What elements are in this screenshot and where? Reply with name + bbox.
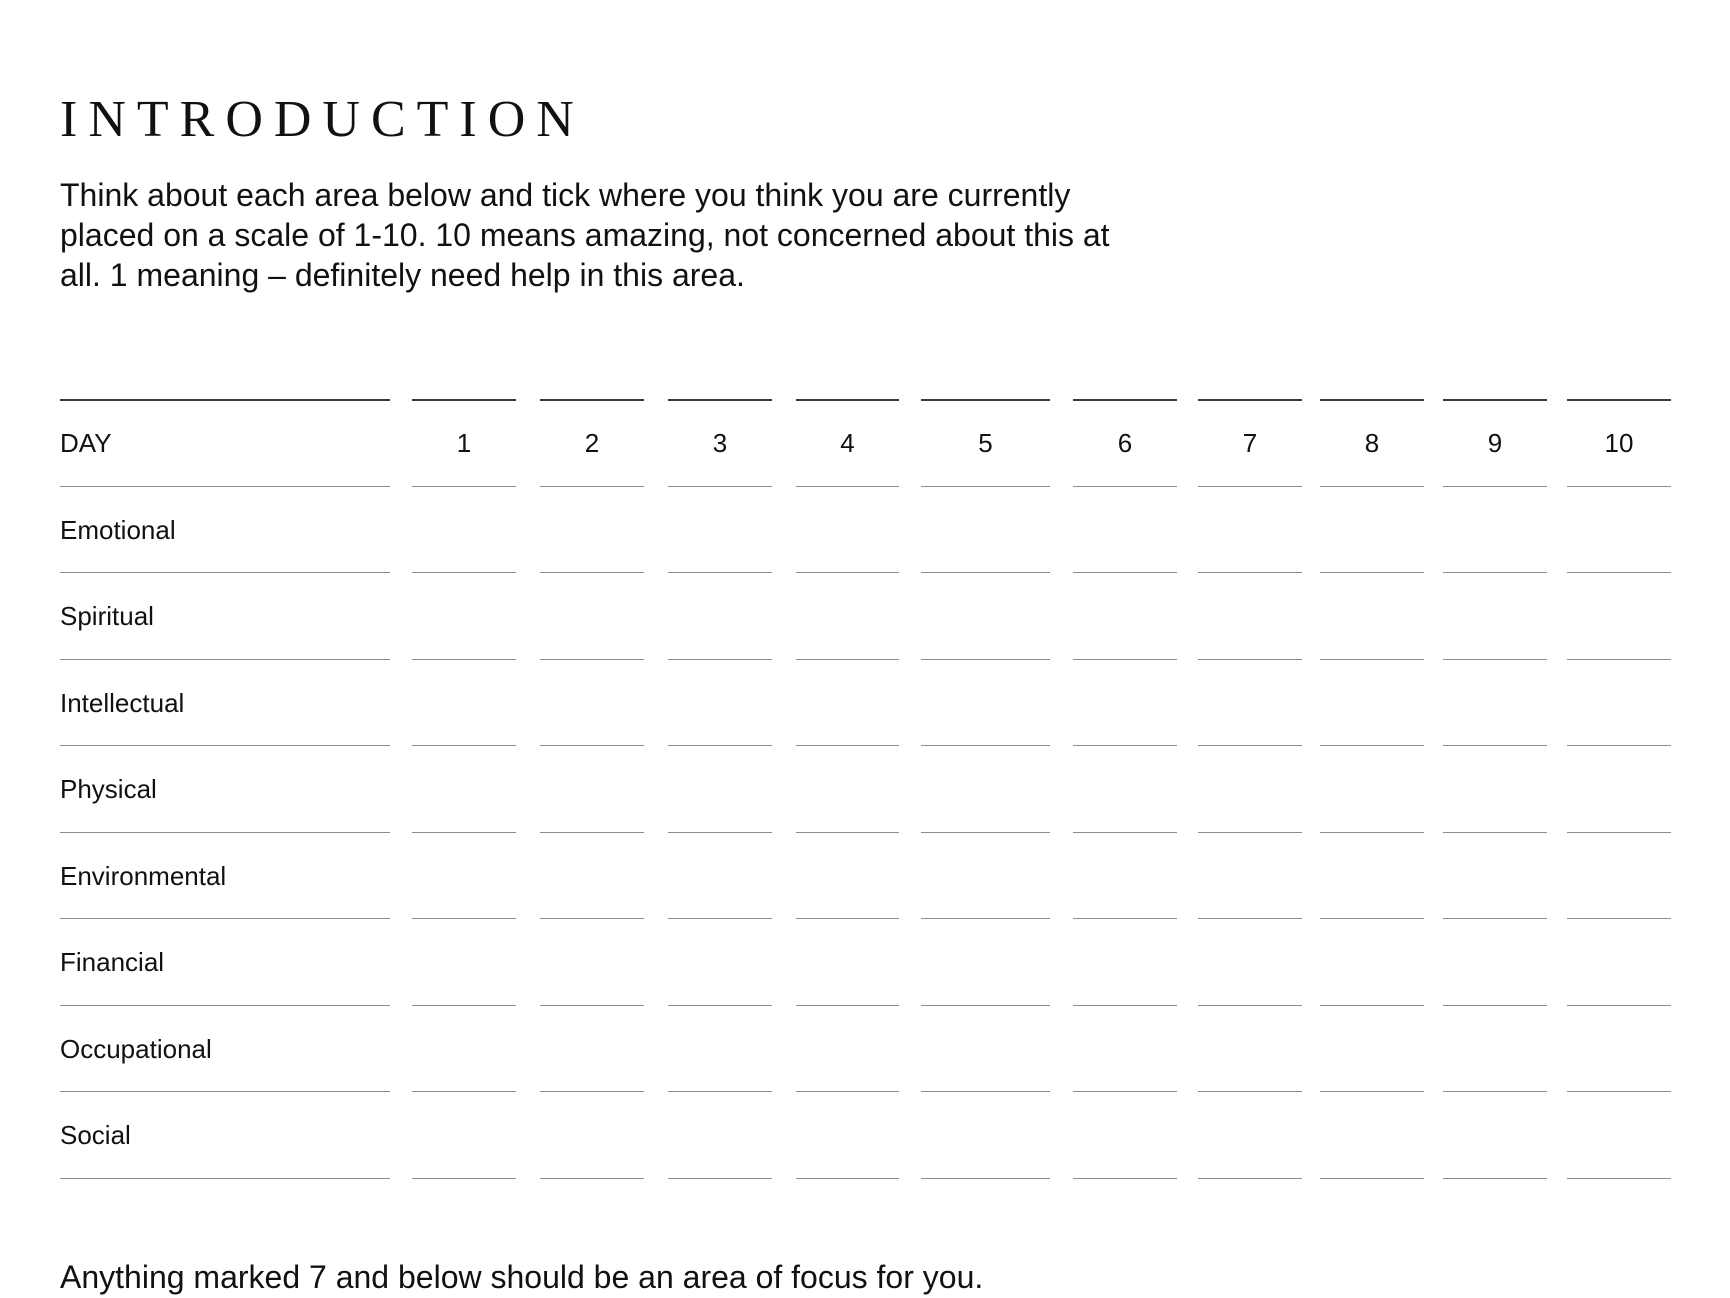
row-label-intellectual: Intellectual [60, 687, 185, 718]
tick-cell-physical-2[interactable] [540, 746, 644, 830]
tick-cell-social-9[interactable] [1443, 1092, 1547, 1176]
tick-cell-occupational-5[interactable] [921, 1006, 1050, 1090]
tick-cell-intellectual-9[interactable] [1443, 660, 1547, 744]
tick-cell-intellectual-3[interactable] [668, 660, 772, 744]
tick-cell-spiritual-5[interactable] [921, 573, 1050, 657]
tick-cell-occupational-3[interactable] [668, 1006, 772, 1090]
tick-cell-physical-8[interactable] [1320, 746, 1424, 830]
row-divider [540, 1178, 644, 1179]
row-label-emotional: Emotional [60, 514, 176, 545]
tick-cell-financial-3[interactable] [668, 919, 772, 1003]
tick-cell-environmental-3[interactable] [668, 833, 772, 917]
row-divider [1443, 1178, 1547, 1179]
scale-header-5: 5 [978, 427, 993, 458]
tick-cell-spiritual-3[interactable] [668, 573, 772, 657]
row-divider [1320, 1178, 1424, 1179]
tick-cell-spiritual-1[interactable] [412, 573, 516, 657]
scale-header-7: 7 [1242, 427, 1258, 458]
tick-cell-environmental-1[interactable] [412, 833, 516, 917]
page-title: INTRODUCTION [60, 91, 585, 148]
tick-cell-intellectual-2[interactable] [540, 660, 644, 744]
tick-cell-financial-7[interactable] [1198, 919, 1302, 1003]
tick-cell-social-6[interactable] [1073, 1092, 1177, 1176]
tick-cell-spiritual-10[interactable] [1567, 573, 1671, 657]
tick-cell-intellectual-6[interactable] [1073, 660, 1177, 744]
tick-cell-social-2[interactable] [540, 1092, 644, 1176]
tick-cell-emotional-10[interactable] [1567, 487, 1671, 571]
tick-cell-physical-7[interactable] [1198, 746, 1302, 830]
tick-cell-social-3[interactable] [668, 1092, 772, 1176]
tick-cell-spiritual-2[interactable] [540, 573, 644, 657]
scale-header-1: 1 [456, 427, 472, 458]
tick-cell-physical-4[interactable] [796, 746, 899, 830]
tick-cell-social-10[interactable] [1567, 1092, 1671, 1176]
tick-cell-social-4[interactable] [796, 1092, 899, 1176]
footer-note: Anything marked 7 and below should be an area of focus for you. [60, 1259, 984, 1295]
tick-cell-environmental-8[interactable] [1320, 833, 1424, 917]
tick-cell-emotional-3[interactable] [668, 487, 772, 571]
tick-cell-environmental-2[interactable] [540, 833, 644, 917]
tick-cell-financial-10[interactable] [1567, 919, 1671, 1003]
row-label-occupational: Occupational [60, 1033, 212, 1064]
tick-cell-financial-2[interactable] [540, 919, 644, 1003]
tick-cell-financial-4[interactable] [796, 919, 899, 1003]
tick-cell-occupational-4[interactable] [796, 1006, 899, 1090]
header-day-label: DAY [60, 427, 112, 458]
tick-cell-social-7[interactable] [1198, 1092, 1302, 1176]
tick-cell-financial-9[interactable] [1443, 919, 1547, 1003]
tick-cell-social-1[interactable] [412, 1092, 516, 1176]
row-label-physical: Physical [60, 773, 157, 804]
tick-cell-emotional-1[interactable] [412, 487, 516, 571]
row-label-spiritual: Spiritual [60, 600, 154, 631]
scale-header-2: 2 [584, 427, 600, 458]
row-divider [60, 1178, 390, 1179]
tick-cell-physical-6[interactable] [1073, 746, 1177, 830]
scale-header-4: 4 [840, 427, 855, 458]
tick-cell-social-8[interactable] [1320, 1092, 1424, 1176]
tick-cell-spiritual-8[interactable] [1320, 573, 1424, 657]
tick-cell-intellectual-10[interactable] [1567, 660, 1671, 744]
tick-cell-intellectual-5[interactable] [921, 660, 1050, 744]
tick-cell-spiritual-7[interactable] [1198, 573, 1302, 657]
row-divider [412, 1178, 516, 1179]
tick-cell-occupational-6[interactable] [1073, 1006, 1177, 1090]
tick-cell-physical-5[interactable] [921, 746, 1050, 830]
tick-cell-physical-9[interactable] [1443, 746, 1547, 830]
row-divider [921, 1178, 1050, 1179]
tick-cell-environmental-7[interactable] [1198, 833, 1302, 917]
tick-cell-emotional-2[interactable] [540, 487, 644, 571]
tick-cell-environmental-6[interactable] [1073, 833, 1177, 917]
tick-cell-social-5[interactable] [921, 1092, 1050, 1176]
tick-cell-emotional-8[interactable] [1320, 487, 1424, 571]
tick-cell-emotional-6[interactable] [1073, 487, 1177, 571]
tick-cell-intellectual-7[interactable] [1198, 660, 1302, 744]
tick-cell-environmental-9[interactable] [1443, 833, 1547, 917]
tick-cell-emotional-5[interactable] [921, 487, 1050, 571]
tick-cell-intellectual-4[interactable] [796, 660, 899, 744]
row-divider [796, 1178, 899, 1179]
row-divider [668, 1178, 772, 1179]
tick-cell-intellectual-1[interactable] [412, 660, 516, 744]
tick-cell-environmental-5[interactable] [921, 833, 1050, 917]
tick-cell-physical-3[interactable] [668, 746, 772, 830]
scale-header-10: 10 [1604, 427, 1634, 458]
tick-cell-emotional-7[interactable] [1198, 487, 1302, 571]
tick-cell-emotional-9[interactable] [1443, 487, 1547, 571]
tick-cell-spiritual-4[interactable] [796, 573, 899, 657]
tick-cell-financial-6[interactable] [1073, 919, 1177, 1003]
tick-cell-emotional-4[interactable] [796, 487, 899, 571]
intro-paragraph: Think about each area below and tick where you think you are currently placed on a scale of 1-10. 10 means amazing, not concerned about this at all. 1 meaning – definitely need help in this area. [60, 177, 1110, 293]
scale-header-9: 9 [1487, 427, 1503, 458]
tick-cell-environmental-4[interactable] [796, 833, 899, 917]
tick-cell-occupational-8[interactable] [1320, 1006, 1424, 1090]
scale-header-3: 3 [712, 427, 728, 458]
row-divider [1073, 1178, 1177, 1179]
tick-cell-occupational-7[interactable] [1198, 1006, 1302, 1090]
tick-cell-physical-1[interactable] [412, 746, 516, 830]
tick-cell-intellectual-8[interactable] [1320, 660, 1424, 744]
tick-cell-spiritual-6[interactable] [1073, 573, 1177, 657]
tick-cell-occupational-10[interactable] [1567, 1006, 1671, 1090]
tick-cell-occupational-1[interactable] [412, 1006, 516, 1090]
row-divider [1198, 1178, 1302, 1179]
tick-cell-spiritual-9[interactable] [1443, 573, 1547, 657]
row-label-social: Social [60, 1119, 131, 1150]
row-label-environmental: Environmental [60, 860, 227, 891]
tick-cell-physical-10[interactable] [1567, 746, 1671, 830]
tick-cell-occupational-9[interactable] [1443, 1006, 1547, 1090]
row-divider [1567, 1178, 1671, 1179]
tick-cell-financial-5[interactable] [921, 919, 1050, 1003]
tick-cell-financial-1[interactable] [412, 919, 516, 1003]
tick-cell-environmental-10[interactable] [1567, 833, 1671, 917]
scale-header-8: 8 [1364, 427, 1380, 458]
tick-cell-occupational-2[interactable] [540, 1006, 644, 1090]
scale-header-6: 6 [1117, 427, 1133, 458]
tick-cell-financial-8[interactable] [1320, 919, 1424, 1003]
row-label-financial: Financial [60, 946, 165, 977]
